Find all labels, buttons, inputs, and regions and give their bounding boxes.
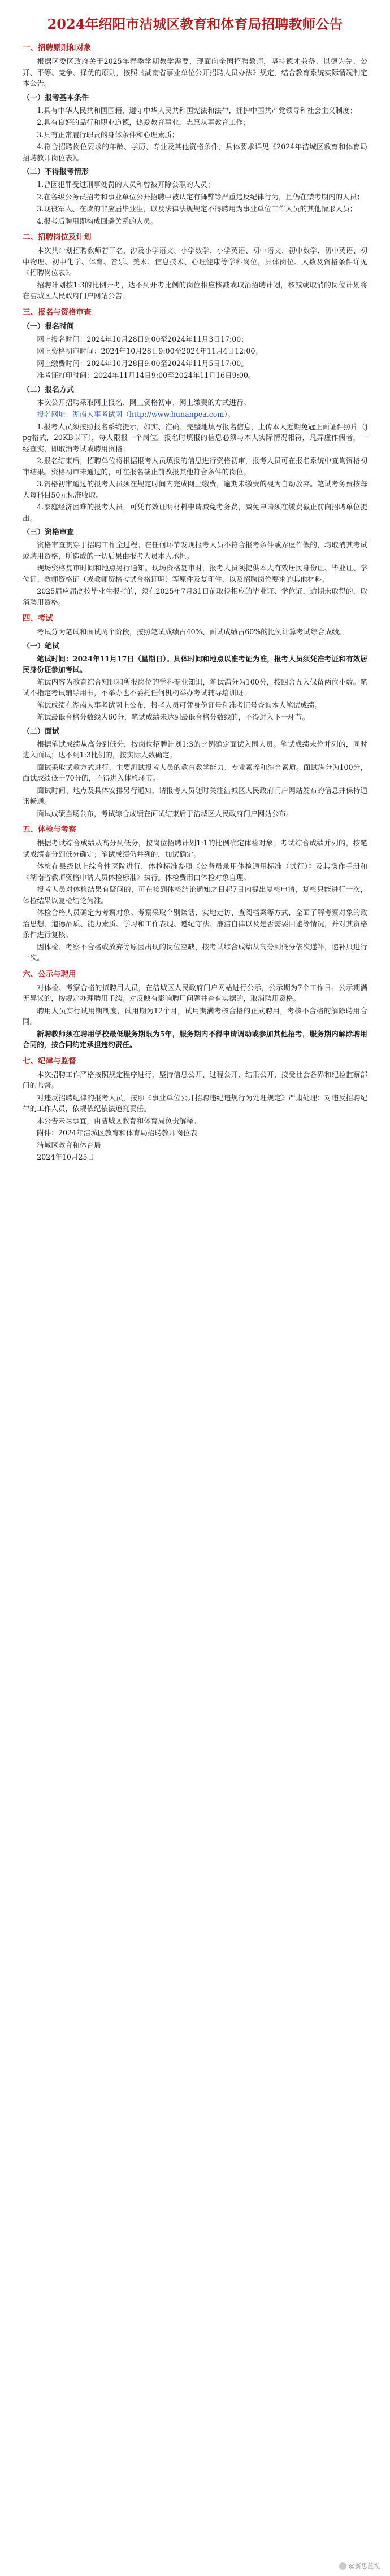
subsection-heading: （一）报考基本条件 <box>23 93 89 102</box>
paragraph: 本次共计划招聘教师若干名，涉及小学语文、小学数学、小学英语、初中语文、初中数学、初中英语、初中物理、初中化学、体育、音乐、美术、信息技术、心理健康等学科岗位，具体岗位、人数及资格条件详见《招聘岗位表》。 <box>23 246 367 277</box>
paragraph: 3.资格初审通过的报考人员须在规定时间内完成网上缴费，逾期未缴费的视为自动放弃。笔试考务费按每人每科目50元标准收取。 <box>23 480 367 499</box>
paragraph: 报考人员对体检结果有疑问的，可在接到体检结论通知之日起7日内提出复检申请，复检只能进行一次，体检结果以复检结论为准。 <box>23 885 367 905</box>
paragraph: 2.报名结束后，招聘单位将根据报考人员填报的信息进行资格初审，报考人员可在报名系统中查询资格初审结果。资格初审未通过的，可在报名截止前改报其他符合条件的岗位。 <box>23 456 367 476</box>
paragraph: 面试采取试教方式进行，主要测试报考人员的教育教学能力、专业素养和综合素质。面试满分为100分，面试成绩低于70分的，不得进入体检环节。 <box>23 762 367 782</box>
paragraph: 2.在各级公务员招考和事业单位公开招聘中被认定有舞弊等严重违反纪律行为，且仍在禁考期内的人员； <box>37 192 364 201</box>
paragraph: 招聘计划按1:3的比例开考，达不到开考比例的岗位相应核减或取消招聘计划，核减或取消的岗位计划将在洁城区人民政府门户网站公告。 <box>23 280 367 300</box>
subsection-heading: （三）资格审查 <box>23 528 75 537</box>
paragraph: 2024年10月25日 <box>37 1153 95 1161</box>
paragraph: 聘用人员实行试用期制度，试用期为12个月，试用期满考核合格的正式聘用，考核不合格的解除聘用合同。 <box>23 1006 367 1026</box>
subsection-heading: （一）笔试 <box>23 642 60 651</box>
subsection-heading: （二）不得报考情形 <box>23 168 89 176</box>
paragraph: 面试时间、地点及具体安排另行通知，请报考人员随时关注洁城区人民政府门户网站发布的信息并保持通讯畅通。 <box>23 786 367 805</box>
subsection-heading: （二）面试 <box>23 727 60 736</box>
section-heading: 六、公示与聘用 <box>23 969 76 979</box>
paragraph: 网上缴费时间：2024年10月28日9:00至2024年11月5日17:00。 <box>37 359 248 368</box>
paragraph: 体检合格人员确定为考察对象。考察采取个别谈话、实地走访、查阅档案等方式，全面了解考察对象的政治思想、道德品质、能力素质、学习和工作表现、遵纪守法、廉洁自律以及是否需要回避等情况，并对其资格条件进行复核。 <box>23 908 367 939</box>
paragraph: 笔试时间：2024年11月17日（星期日）。具体时间和地点以准考证为准，报考人员须凭准考证和有效居民身份证参加考试。 <box>23 654 367 674</box>
paragraph: 附件：2024年洁城区教育和体育局招聘教师岗位表 <box>37 1128 198 1137</box>
paragraph: 面试成绩当场公布，考试综合成绩在面试结束后于洁城区人民政府门户网站公布。 <box>37 809 293 818</box>
paragraph: 1.具有中华人民共和国国籍，遵守中华人民共和国宪法和法律，拥护中国共产党领导和社会主义制度； <box>37 106 357 115</box>
watermark <box>339 2561 380 2570</box>
section-heading: 一、招聘原则和对象 <box>23 43 92 53</box>
paragraph: 对违反招聘纪律的报考人员，按照《事业单位公开招聘违纪违规行为处理规定》严肃处理；对违反招聘纪律的工作人员，依规依纪依法追究责任。 <box>23 1093 367 1113</box>
paragraph: 根据笔试成绩从高分到低分，按岗位招聘计划1:3的比例确定面试入围人员。笔试成绩末位并列的，同时进入面试；达不到1:3比例的，按实际人数确定。 <box>23 739 367 759</box>
paragraph: 体检在县级以上综合性医院进行，体检标准参照《公务员录用体检通用标准（试行）》及其操作手册和《湖南省教师资格申请人员体检标准》执行。体检费用由体检对象自理。 <box>23 862 367 882</box>
paragraph: 资格审查贯穿于招聘工作全过程。在任何环节发现报考人员不符合报考条件或弄虚作假的，均取消其考试或聘用资格，所造成的一切后果由报考人员本人承担。 <box>23 541 367 560</box>
section-heading: 七、纪律与监督 <box>23 1056 76 1066</box>
paragraph: 3.具有正常履行职责的身体条件和心理素质； <box>37 130 179 139</box>
paragraph: 4.报考后聘用即构成回避关系的人员。 <box>37 216 158 225</box>
paragraph: 根据区委区政府关于2025年春季学期教学需要，现面向全国招聘教师，坚持德才兼备、以德为先、公开、平等、竞争、择优的原则，按照《湖南省事业单位公开招聘人员办法》规定，结合教育系统实际情况制定本公告。 <box>23 57 367 88</box>
paragraph: 笔试最低合格分数线为60分，笔试成绩未达到最低合格分数线的，不得进入下一环节。 <box>37 713 310 721</box>
paragraph: 本公告未尽事宜，由洁城区教育和体育局负责解释。 <box>37 1116 201 1125</box>
paragraph: 本次公开招聘采取网上报名、网上资格初审、网上缴费的方式进行。 <box>37 398 250 407</box>
paragraph: 4.家庭经济困难的报考人员，可凭有效证明材料申请减免考务费，减免申请须在缴费截止前向招聘单位提出。 <box>23 503 367 522</box>
camera-icon <box>339 2562 346 2570</box>
section-heading: 四、考试 <box>23 614 53 623</box>
paragraph: 笔试内容为教育综合知识和所报岗位的学科专业知识，笔试满分为100分，按四舍五入保留两位小数。笔试不指定考试辅导用书，不举办也不委托任何机构举办考试辅导培训班。 <box>23 677 367 697</box>
paragraph: 2.具有良好的品行和职业道德，热爱教育事业，志愿从事教育工作； <box>37 118 250 127</box>
paragraph: 1.曾因犯罪受过刑事处罚的人员和曾被开除公职的人员； <box>37 180 215 189</box>
announcement-body <box>23 43 367 1163</box>
page-title: 2024年绍阳市洁城区教育和体育局招聘教师公告 <box>47 16 343 32</box>
paragraph: 根据考试综合成绩从高分到低分，按岗位招聘计划1:1的比例确定体检对象。考试综合成绩并列的，按笔试成绩高分到低分确定；笔试成绩仍并列的，加试确定。 <box>23 839 367 858</box>
section-heading: 五、体检与考察 <box>23 825 76 834</box>
subsection-heading: （一）报名时间 <box>23 322 75 331</box>
section-heading: 二、招聘岗位及计划 <box>23 233 92 242</box>
paragraph: 新聘教师须在聘用学校最低服务期限为5年，服务期内不得申请调动或参加其他招考，服务期内解除聘用合同的，按合同约定承担违约责任。 <box>23 1029 367 1049</box>
paragraph: 本次招聘工作严格按照规定程序进行，坚持信息公开、过程公开、结果公开，接受社会各界和纪检监察部门的监督。 <box>23 1070 367 1089</box>
paragraph: 2025届应届高校毕业生报考的，须在2025年7月31日前取得相应的毕业证、学位证，逾期未取得的，取消聘用资格。 <box>23 587 367 607</box>
paragraph: 3.现役军人、在读的非应届毕业生，以及法律法规规定不得聘用为事业单位工作人员的其他情形人员； <box>37 204 357 213</box>
paragraph: 洁城区教育和体育局 <box>37 1140 101 1149</box>
paragraph: 考试分为笔试和面试两个阶段，按照笔试成绩占40%、面试成绩占60%的比例计算考试综合成绩。 <box>37 627 346 636</box>
watermark-text: @新思蓝视 <box>349 2562 380 2570</box>
paragraph: 准考证打印时间：2024年11月14日9:00至2024年11月16日9:00。 <box>37 371 255 380</box>
paragraph: 对体检、考察合格的拟聘用人员，在洁城区人民政府门户网站进行公示，公示期为7个工作日。公示期满无异议的，按规定办理聘用手续；对反映有影响聘用问题并查有实据的，取消聘用资格。 <box>23 983 367 1002</box>
paragraph: 现场资格复审时间和地点另行通知。现场资格复审时，报考人员须提供本人有效居民身份证、毕业证、学位证、教师资格证（或教师资格考试合格证明）等原件及复印件，以及招聘岗位要求的其他材料。 <box>23 564 367 583</box>
paragraph: 网上资格初审时间：2024年10月28日9:00至2024年11月4日12:00； <box>37 347 263 355</box>
subsection-heading: （二）报名方式 <box>23 385 75 394</box>
paragraph: 因体检、考察不合格或放弃等原因出现的岗位空缺，按考试综合成绩从高分到低分依次递补，递补只进行一次。 <box>23 942 367 962</box>
paragraph: 4.符合招聘岗位要求的年龄、学历、专业及其他资格条件，具体要求详见《2024年洁城区教育和体育局招聘教师岗位表》。 <box>23 142 367 162</box>
paragraph: 网上报名时间：2024年10月28日9:00至2024年11月3日17:00； <box>37 334 248 343</box>
paragraph: 笔试成绩在湖南人事考试网上公布，报考人员可凭身份证号和准考证号查询本人笔试成绩。 <box>37 700 322 709</box>
link-paragraph[interactable]: 报名网址：湖南人事考试网（http://www.hunanpea.com）。 <box>37 410 235 419</box>
section-heading: 三、报名与资格审查 <box>23 307 92 317</box>
paragraph: 1.报考人员须按照报名系统提示，如实、准确、完整地填写报名信息，上传本人近期免冠正面证件照片（jpg格式，20KB以下），每人限报一个岗位。报名时填报的信息必须与本人实际情况相符，凡弄虚作假者，一经查实，即取消考试或聘用资格。 <box>23 422 367 453</box>
